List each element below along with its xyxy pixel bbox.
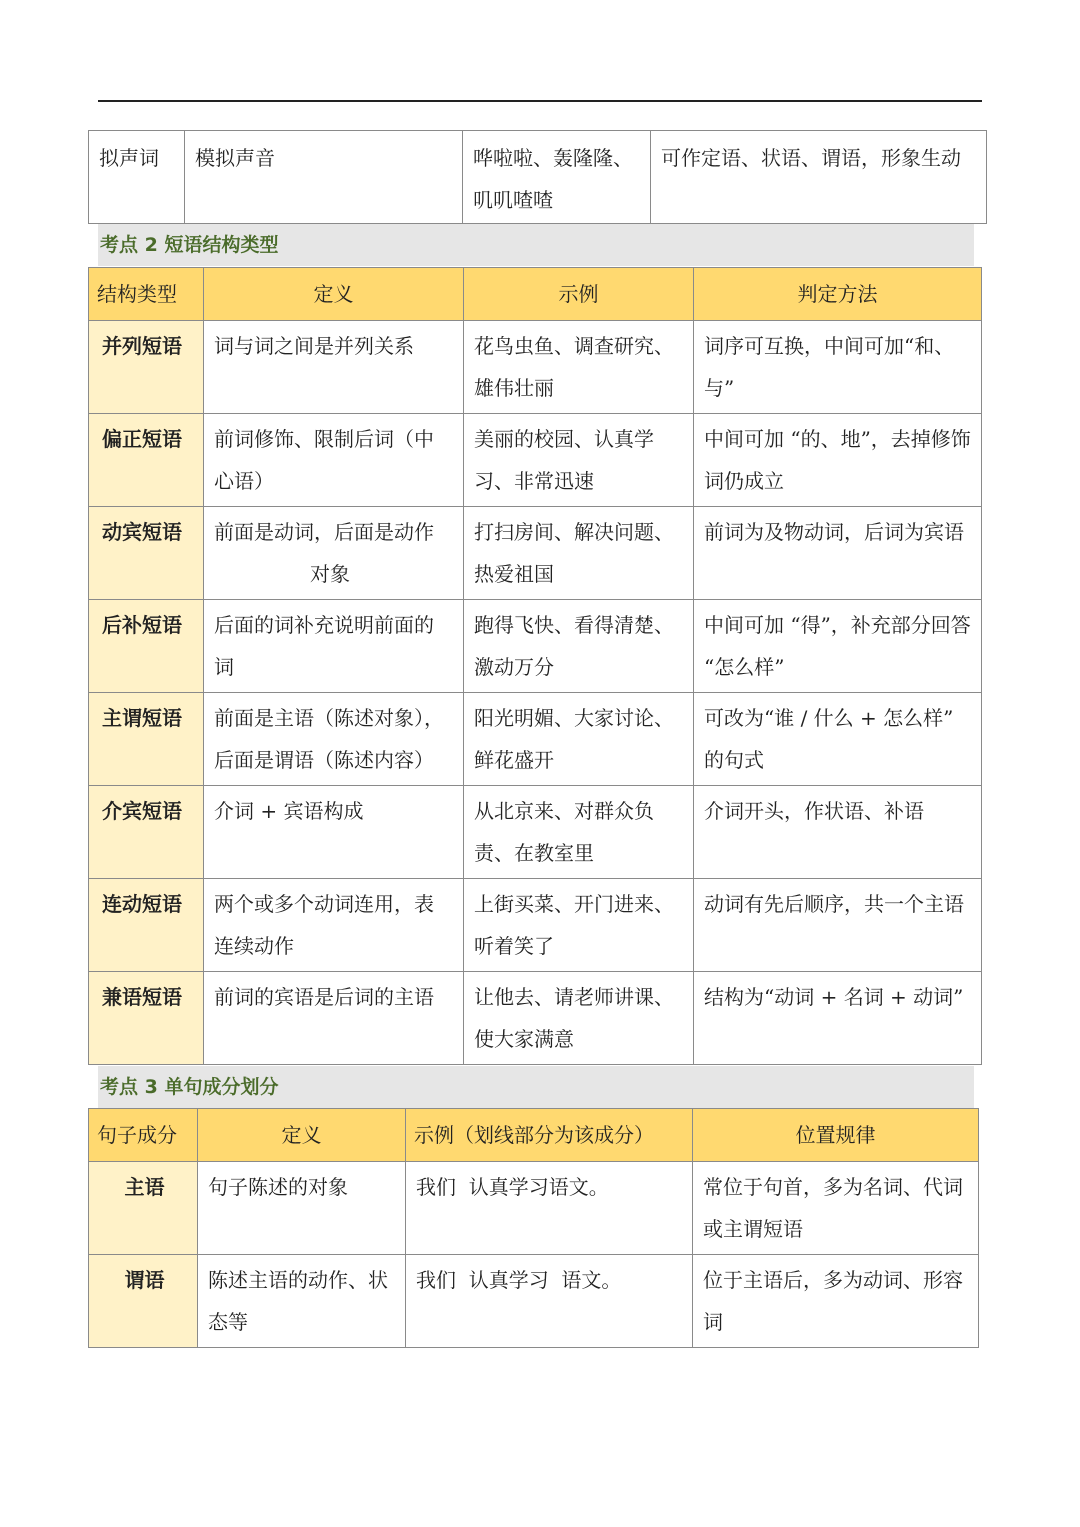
type-cell: 介宾短语 bbox=[89, 786, 204, 879]
type-cell: 连动短语 bbox=[89, 879, 204, 972]
type-cell: 动宾短语 bbox=[89, 507, 204, 600]
header-method: 判定方法 bbox=[694, 268, 982, 321]
type-cell: 主谓短语 bbox=[89, 693, 204, 786]
type-cell: 后补短语 bbox=[89, 600, 204, 693]
table-row bbox=[89, 131, 987, 224]
table-row bbox=[89, 1255, 979, 1348]
definition-cell: 前面是主语（陈述对象），后面是谓语（陈述内容） bbox=[204, 693, 464, 786]
header-component: 句子成分 bbox=[89, 1109, 198, 1162]
header-rule bbox=[98, 100, 982, 102]
definition-cell: 词与词之间是并列关系 bbox=[204, 321, 464, 414]
definition-cell bbox=[204, 507, 464, 600]
header-examples: 示例 bbox=[464, 268, 694, 321]
table-row bbox=[89, 972, 982, 1065]
definition-cell: 前词修饰、限制后词（中心语） bbox=[204, 414, 464, 507]
table-row bbox=[89, 414, 982, 507]
usage-cell: 可作定语、状语、谓语，形象生动 bbox=[651, 131, 987, 224]
method-cell: 动词有先后顺序，共一个主语 bbox=[694, 879, 982, 972]
position-rule-cell: 位于主语后，多为动词、形容词 bbox=[693, 1255, 979, 1348]
table-row bbox=[89, 1162, 979, 1255]
method-cell: 介词开头，作状语、补语 bbox=[694, 786, 982, 879]
definition-cell: 陈述主语的动作、状态等 bbox=[198, 1255, 406, 1348]
method-cell: 中间可加 “的、地”，去掉修饰词仍成立 bbox=[694, 414, 982, 507]
example-cell: 我们 认真学习语文。 bbox=[406, 1162, 693, 1255]
definition-cell: 后面的词补充说明前面的词 bbox=[204, 600, 464, 693]
example-cell: 我们 认真学习 语文。 bbox=[406, 1255, 693, 1348]
header-structure-type: 结构类型 bbox=[89, 268, 204, 321]
definition-cell: 前词的宾语是后词的主语 bbox=[204, 972, 464, 1065]
phrase-structure-table bbox=[88, 267, 982, 1065]
type-cell: 偏正短语 bbox=[89, 414, 204, 507]
component-cell: 谓语 bbox=[89, 1255, 198, 1348]
examples-cell: 美丽的校园、认真学习、非常迅速 bbox=[464, 414, 694, 507]
method-cell: 前词为及物动词，后词为宾语 bbox=[694, 507, 982, 600]
table-row bbox=[89, 693, 982, 786]
onomatopoeia-row-table bbox=[88, 130, 987, 224]
term-cell: 拟声词 bbox=[89, 131, 185, 224]
section-title-sentence-components: 考点 3 单句成分划分 bbox=[98, 1066, 974, 1108]
type-cell: 兼语短语 bbox=[89, 972, 204, 1065]
method-cell: 中间可加 “得”，补充部分回答 “怎么样” bbox=[694, 600, 982, 693]
definition-line-2: 对象 bbox=[310, 562, 350, 586]
method-cell: 可改为“谁 / 什么 + 怎么样” 的句式 bbox=[694, 693, 982, 786]
table-row bbox=[89, 507, 982, 600]
sentence-component-table bbox=[88, 1108, 979, 1348]
header-definition: 定义 bbox=[204, 268, 464, 321]
table-row bbox=[89, 321, 982, 414]
examples-cell: 打扫房间、解决问题、热爱祖国 bbox=[464, 507, 694, 600]
definition-cell: 两个或多个动词连用，表连续动作 bbox=[204, 879, 464, 972]
table-row bbox=[89, 600, 982, 693]
component-cell: 主语 bbox=[89, 1162, 198, 1255]
type-cell: 并列短语 bbox=[89, 321, 204, 414]
table-row bbox=[89, 786, 982, 879]
position-rule-cell: 常位于句首，多为名词、代词或主谓短语 bbox=[693, 1162, 979, 1255]
examples-cell: 跑得飞快、看得清楚、激动万分 bbox=[464, 600, 694, 693]
examples-cell: 让他去、请老师讲课、使大家满意 bbox=[464, 972, 694, 1065]
examples-cell: 阳光明媚、大家讨论、鲜花盛开 bbox=[464, 693, 694, 786]
method-cell: 词序可互换，中间可加“和、与” bbox=[694, 321, 982, 414]
method-cell: 结构为“动词 + 名词 + 动词” bbox=[694, 972, 982, 1065]
examples-cell: 花鸟虫鱼、调查研究、雄伟壮丽 bbox=[464, 321, 694, 414]
table-header-row bbox=[89, 1109, 979, 1162]
table-row bbox=[89, 879, 982, 972]
header-definition: 定义 bbox=[198, 1109, 406, 1162]
table-header-row bbox=[89, 268, 982, 321]
definition-cell: 句子陈述的对象 bbox=[198, 1162, 406, 1255]
examples-cell: 从北京来、对群众负责、在教室里 bbox=[464, 786, 694, 879]
section-title-phrase-structures: 考点 2 短语结构类型 bbox=[98, 224, 974, 266]
definition-cell: 介词 + 宾语构成 bbox=[204, 786, 464, 879]
header-position-rule: 位置规律 bbox=[693, 1109, 979, 1162]
examples-cell: 哗啦啦、轰隆隆、叽叽喳喳 bbox=[463, 131, 651, 224]
definition-cell: 模拟声音 bbox=[185, 131, 463, 224]
definition-line-1: 前面是动词，后面是动作 bbox=[214, 520, 434, 544]
header-example: 示例（划线部分为该成分） bbox=[406, 1109, 693, 1162]
examples-cell: 上街买菜、开门进来、听着笑了 bbox=[464, 879, 694, 972]
